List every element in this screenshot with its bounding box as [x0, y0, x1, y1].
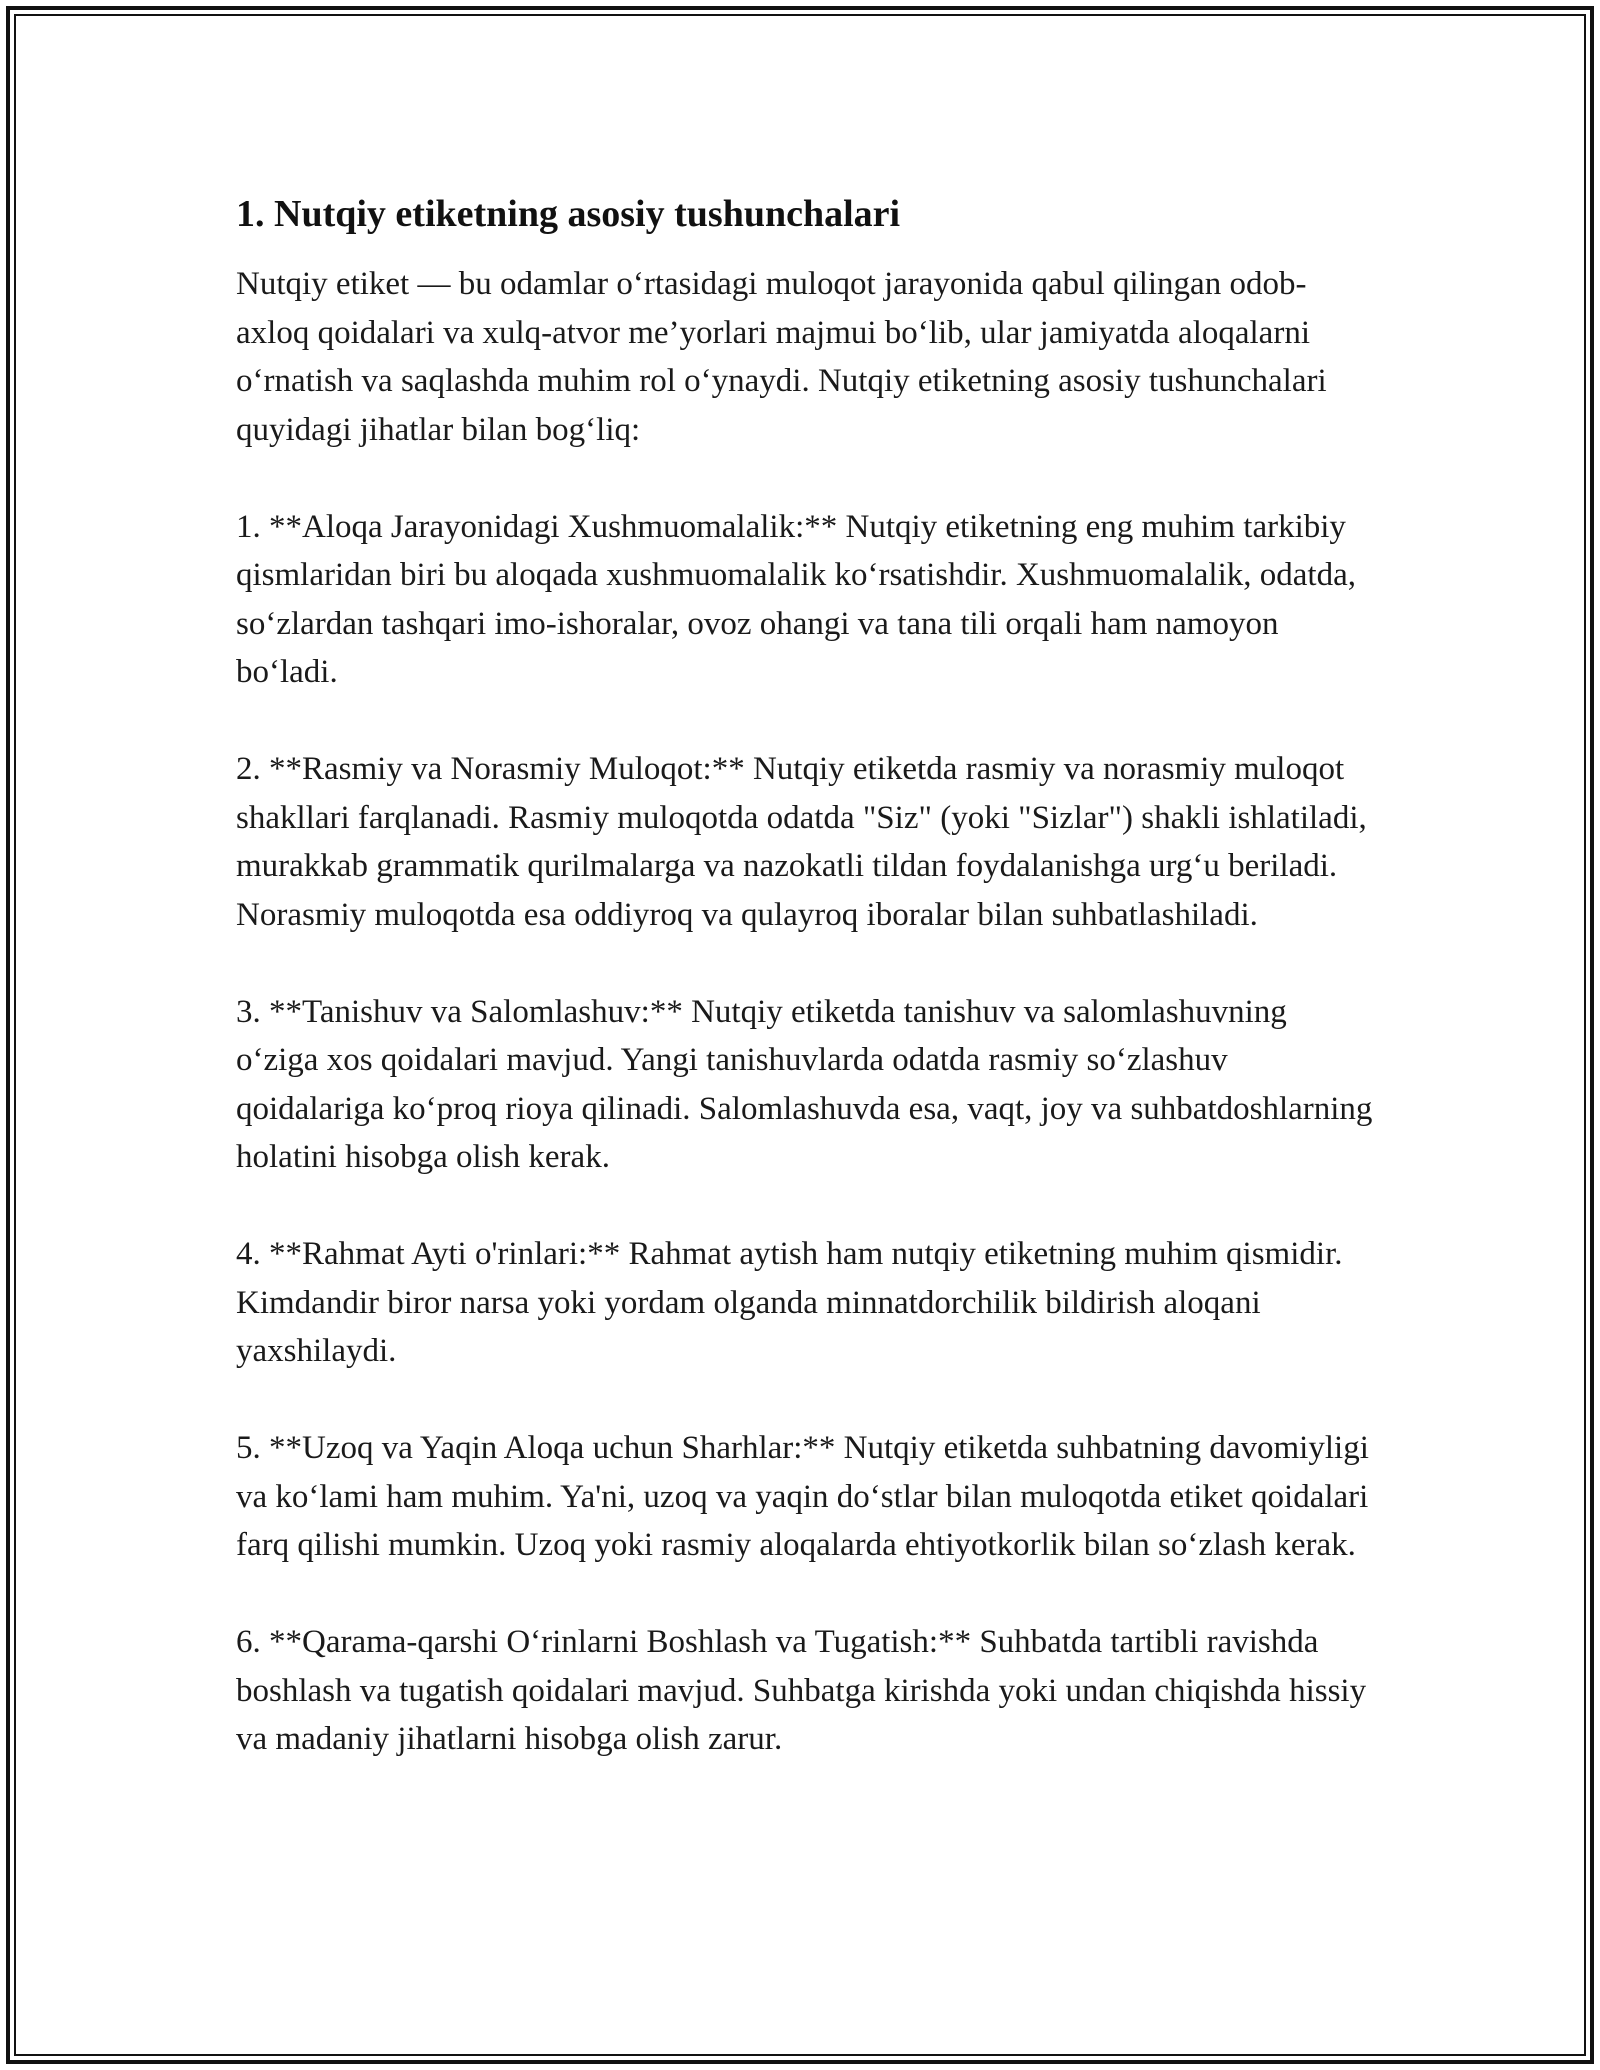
- intro-paragraph: Nutqiy etiket — bu odamlar o‘rtasidagi muloqot jarayonida qabul qilingan odob-axloq qoidalari va xulq-atvor me’yorlari majmui bo‘lib, ular jamiyatda aloqalarni o‘rnatish va saqlashda muhim rol o‘ynaydi. Nutqiy etiketning asosiy tushunchalari quyidagi jihatlar bilan bog‘liq:: [236, 266, 1327, 448]
- list-item-1: 1. **Aloqa Jarayonidagi Xushmuomalalik:** Nutqiy etiketning eng muhim tarkibiy qismlaridan biri bu aloqada xushmuomalalik ko‘rsatishdir. Xushmuomalalik, odatda, so‘zlardan tashqari imo-ishoralar, ovoz ohangi va tana tili orqali ham namoyon bo‘ladi.: [236, 508, 1356, 690]
- list-item-3: 3. **Tanishuv va Salomlashuv:** Nutqiy etiketda tanishuv va salomlashuvning o‘ziga xos qoidalari mavjud. Yangi tanishuvlarda odatda rasmiy so‘zlashuv qoidalariga ko‘proq rioya qilinadi. Salomlashuvda esa, vaqt, joy va suhbatdoshlarning holatini hisobga olish kerak.: [236, 993, 1373, 1175]
- document-body: [236, 186, 1376, 1764]
- list-item-5: 5. **Uzoq va Yaqin Aloqa uchun Sharhlar:** Nutqiy etiketda suhbatning davomiyligi va ko‘lami ham muhim. Ya'ni, uzoq va yaqin do‘stlar bilan muloqotda etiket qoidalari farq qilishi mumkin. Uzoq yoki rasmiy aloqalarda ehtiyotkorlik bilan so‘zlash kerak.: [236, 1430, 1369, 1563]
- section-heading: 1. Nutqiy etiketning asosiy tushunchalari: [236, 193, 901, 235]
- list-item-6: 6. **Qarama-qarshi O‘rinlarni Boshlash va Tugatish:** Suhbatda tartibli ravishda boshlash va tugatish qoidalari mavjud. Suhbatga kirishda yoki undan chiqishda hissiy va madaniy jihatlarni hisobga olish zarur.: [236, 1624, 1367, 1757]
- list-item-4: 4. **Rahmat Ayti o'rinlari:** Rahmat aytish ham nutqiy etiketning muhim qismidir. Kimdandir biror narsa yoki yordam olganda minnatdorchilik bildirish aloqani yaxshilaydi.: [236, 1236, 1343, 1369]
- list-item-2: 2. **Rasmiy va Norasmiy Muloqot:** Nutqiy etiketda rasmiy va norasmiy muloqot shakllari farqlanadi. Rasmiy muloqotda odatda "Siz" (yoki "Sizlar") shakli ishlatiladi, murakkab grammatik qurilmalarga va nazokatli tildan foydalanishga urg‘u beriladi. Norasmiy muloqotda esa oddiyroq va qulayroq iboralar bilan suhbatlashiladi.: [236, 751, 1367, 933]
